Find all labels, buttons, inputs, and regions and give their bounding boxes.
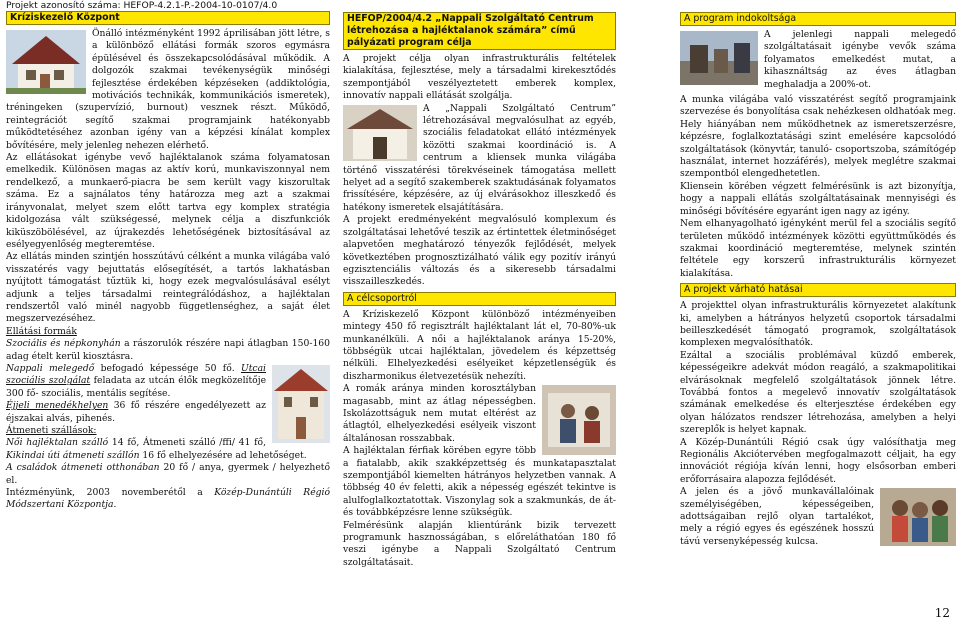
girls-photo <box>880 488 956 546</box>
goal-paragraph-2: A „Nappali Szolgáltató Centrum” létrehozásával megvalósulhat az egyéb, szociális feladatokat ellátó intézmények közötti szakmai koordináció is. A centrum a kliensek munka világába történő visszatérési törekvéseinek támogatása mellett helyet ad a segítő szakemberek szaktudásának folyamatos frissítésére, képzésére, az új elvárásokhoz illeszkedő és hatékony ismeretek elsajátítására. <box>343 102 616 213</box>
form-transit-title: Átmeneti szállások: <box>6 425 97 436</box>
form-daytime: Nappali melegedő befogadó képessége 50 fő. Utcai szociális szolgálat feladata az utcán élők megközelítője 300 fő- szociális, mentális segítése. <box>6 362 267 399</box>
column-middle <box>343 12 616 569</box>
column-right <box>680 12 956 548</box>
form-transit: Női hajléktalan szálló 14 fő, Átmeneti szálló /ffi/ 41 fő, Kikindai úti átmeneti szállón 16 fő elhelyezésére ad lehetőséget. <box>6 437 307 461</box>
page-number: 12 <box>934 606 950 620</box>
result-paragraph-2: Ezáltal a szociális problémával küzdő emberek, képességeikre adekvát módon reagáló, a szakmapolitikai elvárásoknak megfelelő szolgáltatások jönnek létre. Továbbá fontos a megelevő innovatív szolgáltatások számának emelkedése és elterjesztése érdekében egy olyan hálózatos rendszer létrehozása, amelyben a helyi szereplők is helyet kapnak. <box>680 349 956 436</box>
column-left <box>6 0 330 512</box>
target-paragraph-4: Felmérésünk alapján klientúránk bizik tervezett programunk hasznosságában, s előreláthatóan 180 fő veszi igénybe a Nappali Szolgáltató Centrum szolgáltatásait. <box>343 519 616 568</box>
doorway-photo <box>343 105 417 161</box>
paragraph-2: Az ellátásokat igénybe vevő hajléktalanok száma folyamatosan emelkedik. Különösen magas az aktív korú, munkaviszonnyal nem rendelkező, a munkaerő-piacra be sem került vagy kiszorultak száma. Ez a sajnálatos tény határozza meg azt a szakmai irányvonalat, melyet szem előtt tartva egy komplex stratégia kidolgozása vált szükségessé, melynek célja a diszfunkciók kiküszöbölésével, az újrakezdés lehetőségének biztosításával az esélyegyenlőség megteremtése. <box>6 152 330 250</box>
reason-paragraph-2: A munka világába való visszatérést segítő programjaink szervezése és bonyolítása csak nehézkesen oldhatóak meg. Hely hiányában nem működhetnek az ismeretszerzésre, képzésre, foglalkoztatásági szint emelésére kapcsolódó szolgáltatások (könyvtár, tanuló- csoportszoba, számítógép használat, internet hozzáférés), melyek meglétre szakmai szempontból elengedhetetlen. <box>680 94 956 180</box>
goal-paragraph-1: A projekt célja olyan infrastrukturális feltételek kialakítása, fejlesztése, mely a társadalmi kirekesztődés szempontjából veszélyeztetett emberek komplex, innovatív nappali ellátását szolgálja. <box>343 53 616 102</box>
form-night-shelter: Éjjeli menedékhelyen 36 fő részére engedélyezett az éjszakai alvás, pihenés. <box>6 400 266 424</box>
title-target-group: A célcsoportról <box>343 292 616 306</box>
title-justification: A program indokoltsága <box>680 12 956 26</box>
result-paragraph-4: A jelen és a jövő munkavállalóinak személyiségében, képességeiben, adottságaiban rejlő olyan tartalékot, mely a régió egyes és egészének hosszú távú versenyképesség kulcsa. <box>680 486 874 547</box>
result-paragraph-1: A projekttel olyan infrastrukturális környezetet alakítunk ki, amelyben a hátrányos helyzetű csoportok társadalmi beilleszkedését támogató programok, szolgáltatások komplexen megvalósíthatók. <box>680 300 956 349</box>
title-program-goal: HEFOP/2004/4.2 „Nappali Szolgáltató Centrum létrehozása a hajléktalanok számára” című pályázati program célja <box>343 12 616 50</box>
forms-heading: Ellátási formák <box>6 325 77 337</box>
street-photo <box>680 31 758 85</box>
building-photo <box>272 365 330 443</box>
form-kitchen: Szociális és népkonyhán a rászorulók részére napi átlagban 150-160 adag ételt kerül kiosztásra. <box>6 338 330 362</box>
project-id-line: Projekt azonosító száma: HEFOP-4.2.1-P.-2004-10-0107/4.0 <box>6 0 278 11</box>
intro-paragraph: Önálló intézményként 1992 áprilisában jött létre, s a különböző ellátási formák szoros egymásra épülésével és összekapcsolódásával működik. A dolgozók szakmai tevékenységük minőségi fejlesztése érdekében képzéseken (addiktológia, motivációs technikák, kommunikációs ismeretek), tréningeken (szupervízió, burnout) vesznek részt. Működő, reintegrációt segítő szakmai programjaink hatékonyabb működtetéséhez azonban igény van a képzési kínálat komplex bővítésére, mely jelenleg nehezen elérhető. <box>6 28 330 151</box>
result-paragraph-3: A Közép-Dunántúli Régió csak úgy valósíthatja meg Regionális Akciótervében megfogalmazott céljait, ha egy innovációt régiója kíván lenni, hogy elsősorban emberi erőforrásaira alapozza fejlődését. <box>680 436 956 485</box>
reason-paragraph-1: A jelenlegi nappali melegedő szolgáltatásait igénybe vevők száma folyamatos emelkedést mutat, a kihasználtság az éves átlagban meghaladja a 200%-ot. <box>764 29 956 90</box>
title-expected-results: A projekt várható hatásai <box>680 283 956 297</box>
goal-paragraph-3: A projekt eredményeként megvalósuló komplexum és szolgáltatásai lehetővé teszik az értintettek életminőséget alapvetően meghatározó tényezők fejlődését, melyek következtében prognosztizálható válik egy pozitív irányú egzisztenciális változás és a sikeresebb társadalmi visszailleszkedés. <box>343 214 616 288</box>
house-photo <box>6 30 86 94</box>
title-kriziskezelo: Kríziskezelő Központ <box>6 11 330 25</box>
people-photo <box>542 385 616 455</box>
target-paragraph-2: A romák aránya minden korosztályban magasabb, mint az átlag népességben. Iskolázottságuk nem mutat eltérést az átlagtól, elhelyezkedési esélyeik viszont általánosan rosszabbak. <box>343 383 536 444</box>
form-method-center: Intézményünk, 2003 novemberétől a Közép-Dunántúli Régió Módszertani Központja. <box>6 487 330 511</box>
target-paragraph-3: A hajléktalan férfiak körében egyre több a fiatalabb, akik szakképzettség és munkatapasztalat szempontjából kiemelten hátrányos helyzetben vannak. A többség 40 év feletti, akik a népesség egészét tekintve is alulfoglalkoztatottak. Viszonylag sok a szakmunkás, de át- és továbbképzésre lenne szükségük. <box>343 445 616 519</box>
form-family: A családok átmeneti otthonában 20 fő / anya, gyermek / helyezhető el. <box>6 462 331 486</box>
reason-paragraph-3: Kliensein körében végzett felmérésünk is azt bizonyítja, hogy a nappali ellátás szolgáltatásainak mennyiségi és minőségi bővítésére egyaránt igen nagy az igény. <box>680 180 956 217</box>
reason-paragraph-4: Nem elhanyagolható igényként merül fel a szociális segítő területen működő intézmények közötti együttműködés és szakmai koordináció megteremtése, melynek szintén feltétele egy korszerű infrastrukturális környezet kialakítása. <box>680 218 956 279</box>
paragraph-3: Az ellátás minden szintjén hosszútávú célként a munka világába való visszatérés vagy bejuttatás elősegítését, a tartós lakhatásban nyújtott támogatást tűztük ki, hogy ezek megvalósulásával esélyt adjunk a teljes társadalmi reintegrálódáshoz, a hajléktalan rendszertől való minél nagyobb függetlenséghez, a saját élet megszervezéséhez. <box>6 251 330 325</box>
target-paragraph-1: A Kríziskezelő Központ különböző intézményeiben mintegy 450 fő regisztrált hajléktalant lát el, 70-80%-uk munkanélküli. A női a hajléktalanok aránya 15-20%, többségük utcai hajléktalan, jövedelem és képzettség nélküli. Elhelyezkedési esélyeiket képzetlenségük és diszharmonikus életvezetésük nehezíti. <box>343 308 616 382</box>
